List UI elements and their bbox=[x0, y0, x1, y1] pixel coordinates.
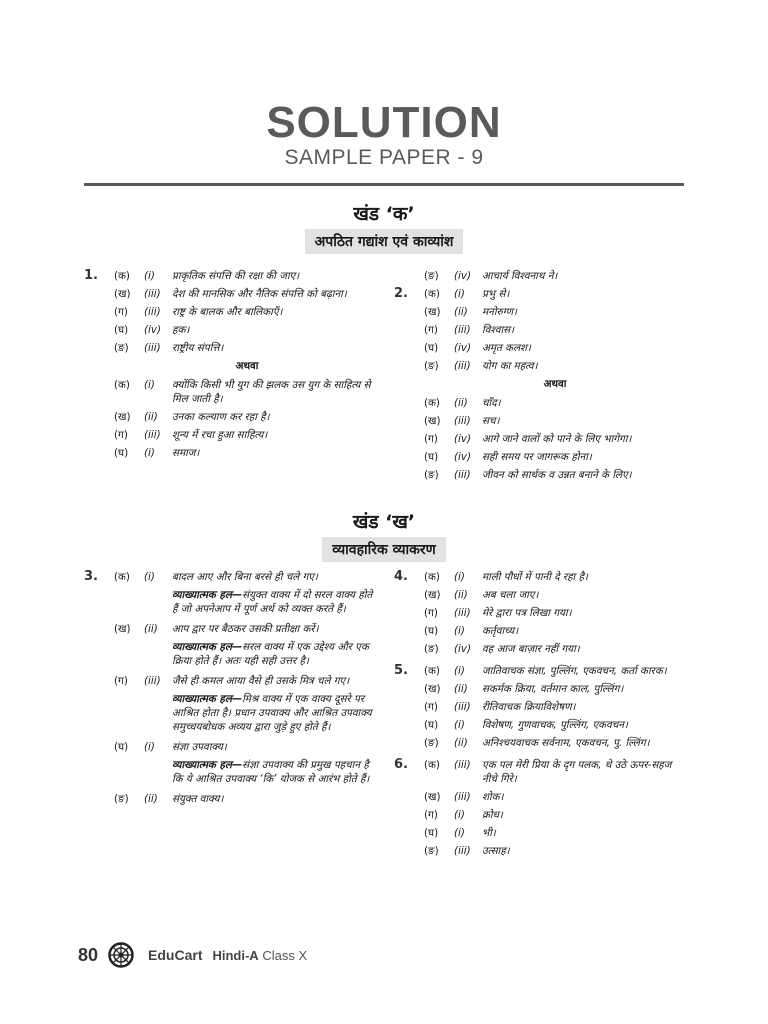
item-text: राष्ट्र के बालक और बालिकाएँ। bbox=[172, 306, 283, 318]
answer-item bbox=[424, 396, 686, 410]
item-option: (iii) bbox=[454, 360, 471, 372]
answer-item bbox=[114, 287, 380, 301]
item-letter: (ख) bbox=[424, 683, 441, 695]
item-option: (i) bbox=[454, 625, 465, 637]
answer-item bbox=[424, 450, 686, 464]
item-letter: (ङ) bbox=[424, 737, 439, 749]
item-letter: (ख) bbox=[424, 306, 441, 318]
explanation-label: व्याख्यात्मक हल— bbox=[172, 641, 243, 653]
question-2 bbox=[394, 287, 686, 486]
question-number: 4. bbox=[394, 569, 408, 584]
answer-item bbox=[424, 432, 686, 446]
item-letter: (ङ) bbox=[424, 643, 439, 655]
item-option: (ii) bbox=[454, 683, 468, 695]
answer-item bbox=[424, 664, 686, 678]
or-divider: अथवा bbox=[543, 378, 567, 390]
item-option: (i) bbox=[144, 270, 155, 282]
section-b-left-column bbox=[84, 570, 380, 814]
item-text: क्योंकि किसी भी युग की झलक उस युग के साहित्य से मिल जाती है। bbox=[172, 379, 371, 405]
item-letter: (क) bbox=[424, 571, 440, 583]
question-number: 2. bbox=[394, 286, 408, 301]
answer-item bbox=[424, 624, 686, 638]
item-letter: (घ) bbox=[114, 324, 129, 336]
answer-item bbox=[424, 468, 686, 482]
item-letter: (क) bbox=[424, 759, 440, 771]
answer-item bbox=[424, 359, 686, 373]
item-letter: (ग) bbox=[424, 324, 438, 336]
answer-item bbox=[114, 428, 380, 442]
section-b-heading: खंड ‘ख’ bbox=[352, 511, 416, 533]
item-option: (i) bbox=[144, 379, 155, 391]
item-letter: (ख) bbox=[424, 791, 441, 803]
item-letter: (ग) bbox=[114, 306, 128, 318]
item-option: (ii) bbox=[454, 589, 468, 601]
item-option: (iv) bbox=[454, 342, 471, 354]
item-option: (ii) bbox=[144, 623, 158, 635]
item-option: (iii) bbox=[144, 675, 161, 687]
answer-item bbox=[424, 700, 686, 714]
page-number: 80 bbox=[78, 944, 99, 965]
answer-item bbox=[114, 674, 380, 688]
item-option: (ii) bbox=[144, 793, 158, 805]
item-text: आप द्वार पर बैठकर उसकी प्रतीक्षा करें। bbox=[172, 623, 319, 635]
explanation-label: व्याख्यात्मक हल— bbox=[172, 589, 243, 601]
item-option: (iii) bbox=[454, 607, 471, 619]
item-text: रीतिवाचक क्रियाविशेषण। bbox=[482, 701, 576, 713]
item-letter: (घ) bbox=[424, 451, 439, 463]
item-letter: (क) bbox=[114, 379, 130, 391]
item-letter: (क) bbox=[114, 571, 130, 583]
item-text: समाज। bbox=[172, 447, 200, 459]
item-option: (iii) bbox=[454, 415, 471, 427]
item-text: संयुक्त वाक्य। bbox=[172, 793, 224, 805]
explanation bbox=[172, 692, 380, 734]
item-letter: (ग) bbox=[424, 607, 438, 619]
item-option: (i) bbox=[144, 571, 155, 583]
answer-item bbox=[424, 414, 686, 428]
item-text: उत्साह। bbox=[482, 845, 510, 857]
item-option: (i) bbox=[454, 288, 465, 300]
item-letter: (ङ) bbox=[424, 469, 439, 481]
explanation-text: मिश्र वाक्य में एक वाक्य दूसरे पर आश्रित होता है। प्रधान उपवाक्य और आश्रित उपवाक्य समुच्चयबोधक अव्यय द्वारा जुड़े हुए होते हैं। bbox=[172, 693, 372, 733]
answer-item bbox=[114, 622, 380, 636]
item-letter: (ख) bbox=[114, 288, 131, 300]
question-3 bbox=[84, 570, 380, 810]
item-text: राष्ट्रीय संपत्ति। bbox=[172, 342, 224, 354]
item-text: विशेषण, गुणवाचक, पुल्लिंग, एकवचन। bbox=[482, 719, 628, 731]
item-option: (iii) bbox=[144, 342, 161, 354]
explanation-text: संयुक्त वाक्य में दो सरल वाक्य होते हैं जो अपनेआप में पूर्ण अर्थ को व्यक्त करते हैं। bbox=[172, 589, 373, 615]
answer-item bbox=[424, 642, 686, 656]
chakra-logo-icon bbox=[108, 942, 134, 968]
answer-item bbox=[424, 682, 686, 696]
item-text: प्रभु से। bbox=[482, 288, 510, 300]
answer-item bbox=[114, 570, 380, 584]
item-option: (i) bbox=[454, 665, 465, 677]
item-letter: (क) bbox=[114, 270, 130, 282]
item-text: अनिश्चयवाचक सर्वनाम, एकवचन, पु. ल्लिंग। bbox=[482, 737, 650, 749]
item-text: जैसे ही कमल आया वैसे ही उसके मित्र चले गए। bbox=[172, 675, 350, 687]
item-text: जातिवाचक संज्ञा, पुल्लिंग, एकवचन, कर्ता कारक। bbox=[482, 665, 667, 677]
item-option: (iv) bbox=[144, 324, 161, 336]
answer-item bbox=[114, 410, 380, 424]
item-letter: (घ) bbox=[424, 342, 439, 354]
item-text: मेरे द्वारा पत्र लिखा गया। bbox=[482, 607, 572, 619]
item-letter: (क) bbox=[424, 665, 440, 677]
item-letter: (ग) bbox=[424, 433, 438, 445]
question-number: 1. bbox=[84, 268, 98, 283]
answer-item bbox=[424, 323, 686, 337]
item-text: अब चला जाए। bbox=[482, 589, 539, 601]
item-letter: (ग) bbox=[114, 675, 128, 687]
answer-item bbox=[424, 588, 686, 602]
answer-item bbox=[424, 736, 686, 750]
section-b-right-column bbox=[394, 570, 686, 866]
item-option: (iv) bbox=[454, 270, 471, 282]
page-footer bbox=[78, 942, 307, 968]
answer-item bbox=[114, 792, 380, 806]
item-option: (iv) bbox=[454, 451, 471, 463]
section-a-subheading bbox=[0, 229, 768, 254]
question-body bbox=[424, 570, 686, 660]
section-b-subheading-label: व्यावहारिक व्याकरण bbox=[322, 537, 446, 562]
item-letter: (ङ) bbox=[114, 342, 129, 354]
item-letter: (ख) bbox=[424, 589, 441, 601]
section-b-subheading bbox=[0, 537, 768, 562]
answer-item bbox=[114, 378, 380, 406]
item-option: (ii) bbox=[454, 397, 468, 409]
answer-item bbox=[114, 446, 380, 460]
item-option: (i) bbox=[454, 809, 465, 821]
explanation-text: संज्ञा उपवाक्य की प्रमुख पहचान है कि ये आश्रित उपवाक्य ‘कि’ योजक से आरंभ होते हैं। bbox=[172, 759, 370, 785]
item-text: बादल आए और बिना बरसे ही चले गए। bbox=[172, 571, 318, 583]
answer-item bbox=[424, 341, 686, 355]
item-letter: (ङ) bbox=[114, 793, 129, 805]
item-letter: (ग) bbox=[424, 701, 438, 713]
item-text: चाँद। bbox=[482, 397, 501, 409]
item-letter: (क) bbox=[424, 397, 440, 409]
item-letter: (ङ) bbox=[424, 270, 439, 282]
item-text: सकर्मक क्रिया, वर्तमान काल, पुल्लिंग। bbox=[482, 683, 624, 695]
answer-item bbox=[424, 808, 686, 822]
item-text: वह आज बाज़ार नहीं गया। bbox=[482, 643, 580, 655]
explanation bbox=[172, 758, 380, 786]
item-text: योग का महत्व। bbox=[482, 360, 538, 372]
answer-item bbox=[114, 341, 380, 355]
footer-subject-name: Hindi-A bbox=[212, 947, 259, 963]
explanation bbox=[172, 588, 380, 616]
item-option: (iv) bbox=[454, 643, 471, 655]
question-body bbox=[424, 664, 686, 754]
item-option: (iii) bbox=[454, 791, 471, 803]
question-5 bbox=[394, 664, 686, 754]
item-option: (iii) bbox=[454, 701, 471, 713]
explanation-text: सरल वाक्य में एक उद्देश्य और एक क्रिया होते हैं। अतः यही सही उत्तर है। bbox=[172, 641, 369, 667]
answer-item bbox=[424, 287, 686, 301]
footer-subject bbox=[212, 948, 307, 963]
explanation-label: व्याख्यात्मक हल— bbox=[172, 693, 243, 705]
item-option: (iii) bbox=[144, 429, 161, 441]
item-text: आगे जाने वालों को पाने के लिए भागेगा। bbox=[482, 433, 632, 445]
answer-item bbox=[424, 305, 686, 319]
item-letter: (घ) bbox=[114, 741, 129, 753]
item-option: (iii) bbox=[144, 306, 161, 318]
answer-item bbox=[424, 606, 686, 620]
item-letter: (घ) bbox=[424, 625, 439, 637]
answer-item bbox=[424, 844, 686, 858]
title-rule bbox=[84, 183, 684, 186]
item-option: (ii) bbox=[454, 737, 468, 749]
item-option: (iv) bbox=[454, 433, 471, 445]
item-text: शोक। bbox=[482, 791, 504, 803]
brand-logo: EduCart bbox=[148, 947, 203, 963]
item-text: अमृत कलश। bbox=[482, 342, 531, 354]
item-option: (i) bbox=[454, 827, 465, 839]
item-option: (i) bbox=[144, 447, 155, 459]
question-number: 5. bbox=[394, 663, 408, 678]
item-text: देश की मानसिक और नैतिक संपत्ति को बढ़ाना। bbox=[172, 288, 347, 300]
item-letter: (घ) bbox=[424, 719, 439, 731]
footer-class: Class X bbox=[262, 947, 308, 963]
item-text: सही समय पर जागरूक होना। bbox=[482, 451, 592, 463]
answer-item bbox=[424, 718, 686, 732]
item-option: (ii) bbox=[454, 306, 468, 318]
item-option: (iii) bbox=[454, 845, 471, 857]
item-text: एक पल मेरी प्रिया के दृग पलक, थे उठे ऊपर-सहज नीचे गिरे। bbox=[482, 759, 672, 785]
item-option: (i) bbox=[144, 741, 155, 753]
item-letter: (ग) bbox=[424, 809, 438, 821]
item-letter: (घ) bbox=[424, 827, 439, 839]
item-text: संज्ञा उपवाक्य। bbox=[172, 741, 227, 753]
question-body bbox=[424, 758, 686, 862]
answer-item bbox=[114, 305, 380, 319]
question-body bbox=[424, 287, 686, 486]
item-option: (i) bbox=[454, 571, 465, 583]
item-text: कर्तृवाच्य। bbox=[482, 625, 519, 637]
answer-item bbox=[424, 826, 686, 840]
item-option: (ii) bbox=[144, 411, 158, 423]
explanation-label: व्याख्यात्मक हल— bbox=[172, 759, 243, 771]
answer-item bbox=[114, 269, 380, 283]
item-letter: (क) bbox=[424, 288, 440, 300]
item-letter: (ख) bbox=[114, 411, 131, 423]
item-text: शून्य में रचा हुआ साहित्य। bbox=[172, 429, 268, 441]
question-1 bbox=[84, 269, 380, 464]
item-option: (iii) bbox=[454, 324, 471, 336]
question-number: 6. bbox=[394, 757, 408, 772]
item-text: भी। bbox=[482, 827, 496, 839]
item-letter: (ख) bbox=[114, 623, 131, 635]
answer-item bbox=[424, 790, 686, 804]
answer-item bbox=[114, 740, 380, 754]
answer-item bbox=[114, 323, 380, 337]
section-a-right-column bbox=[394, 269, 686, 490]
or-divider: अथवा bbox=[235, 360, 259, 372]
item-letter: (घ) bbox=[114, 447, 129, 459]
item-letter: (ङ) bbox=[424, 845, 439, 857]
item-text: आचार्य विश्वनाथ ने। bbox=[482, 270, 558, 282]
question-6 bbox=[394, 758, 686, 862]
item-text: मनोरुग्ण। bbox=[482, 306, 517, 318]
item-option: (iii) bbox=[454, 469, 471, 481]
question-body bbox=[114, 269, 380, 464]
section-a-subheading-label: अपठित गद्यांश एवं काव्यांश bbox=[305, 229, 464, 254]
question-number: 3. bbox=[84, 569, 98, 584]
section-a-heading: खंड ‘क’ bbox=[353, 203, 415, 225]
item-text: माली पौधों में पानी दे रहा है। bbox=[482, 571, 588, 583]
answer-item bbox=[424, 269, 686, 283]
item-text: प्राकृतिक संपत्ति की रक्षा की जाए। bbox=[172, 270, 300, 282]
item-option: (iii) bbox=[454, 759, 471, 771]
item-option: (i) bbox=[454, 719, 465, 731]
item-text: जीवन को सार्थक व उन्नत बनाने के लिए। bbox=[482, 469, 632, 481]
page-title: SOLUTION bbox=[266, 98, 502, 147]
question-body bbox=[114, 570, 380, 810]
item-letter: (ग) bbox=[114, 429, 128, 441]
item-letter: (ख) bbox=[424, 415, 441, 427]
item-option: (iii) bbox=[144, 288, 161, 300]
explanation bbox=[172, 640, 380, 668]
item-text: हक। bbox=[172, 324, 190, 336]
answer-item bbox=[424, 570, 686, 584]
question-4 bbox=[394, 570, 686, 660]
section-a-left-column bbox=[84, 269, 380, 468]
item-text: क्रोध। bbox=[482, 809, 503, 821]
item-text: विश्वास। bbox=[482, 324, 515, 336]
page-subtitle: SAMPLE PAPER - 9 bbox=[284, 146, 484, 169]
item-text: सच। bbox=[482, 415, 500, 427]
answer-item bbox=[424, 758, 686, 786]
item-letter: (ङ) bbox=[424, 360, 439, 372]
item-text: उनका कल्याण कर रहा है। bbox=[172, 411, 270, 423]
